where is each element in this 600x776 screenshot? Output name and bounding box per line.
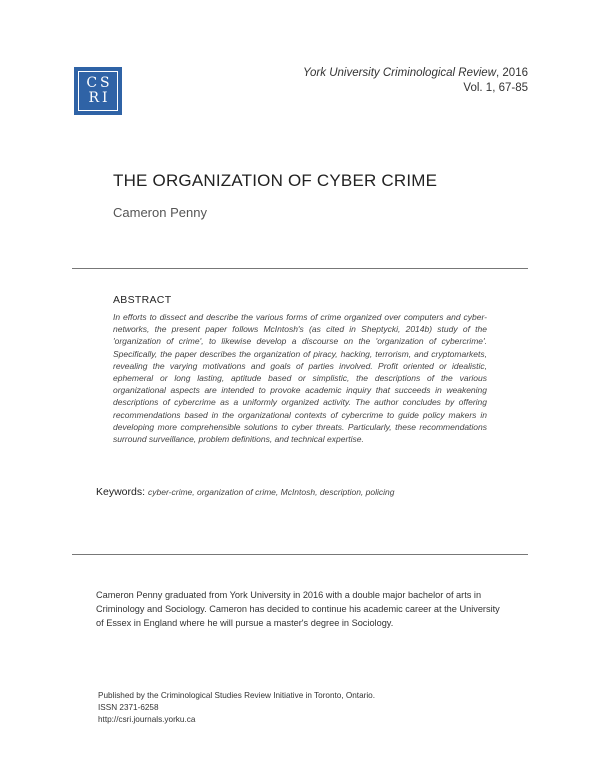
top-divider <box>72 268 528 269</box>
keywords-label: Keywords: <box>96 486 146 498</box>
paper-title: THE ORGANIZATION OF CYBER CRIME <box>113 171 438 190</box>
abstract-heading: ABSTRACT <box>113 294 172 306</box>
logo-frame <box>78 71 118 111</box>
bottom-divider <box>72 554 528 555</box>
author-name: Cameron Penny <box>113 205 207 220</box>
journal-name-line <box>303 66 528 81</box>
publisher-line: Published by the Criminological Studies Review Initiative in Toronto, Ontario. <box>98 691 375 700</box>
abstract-text: In efforts to dissect and describe the various forms of crime organized over computers and cyber-networks, the present paper follows McIntosh's (as cited in Sheptycki, 2014b) study of the 'organization of crime', to likewise develop a discourse on the 'organization of cybercrime'. Specifically, the paper describes the organization of piracy, hacking, terrorism, and cryptomarkets, revealing the varying motivations and goals of parties involved. Profit oriented or idealistic, ephemeral or long lasting, aptitude based or simplistic, the descriptions of the various organizational aspects are intended to provoke academic inquiry that succeeds in weakening descriptions of cybercrime as a uniformly organized activity. The author concludes by offering recommendations based in the organizational contexts of cybercrime to guide policy makers in developing more comprehensible solutions to cyber threats. Particularly, these recommendations surround surveillance, problem definitions, and technical expertise. <box>113 312 487 445</box>
journal-citation <box>303 66 528 96</box>
journal-volume: Vol. 1, 67-85 <box>463 82 528 94</box>
keywords-list: cyber-crime, organization of crime, McIntosh, description, policing <box>148 487 395 497</box>
publication-footer <box>98 690 375 725</box>
author-bio: Cameron Penny graduated from York University in 2016 with a double major bachelor of arts in Criminology and Sociology. Cameron has decided to continue his academic career at the University of Essex in England where he will pursue a master's degree in Sociology. <box>96 590 500 628</box>
logo-text-top: CS <box>86 75 113 91</box>
issn-line: ISSN 2371-6258 <box>98 702 159 712</box>
logo-text-bottom: RI <box>88 90 111 106</box>
keywords <box>96 486 394 498</box>
journal-url[interactable]: http://csri.journals.yorku.ca <box>98 714 196 724</box>
journal-year: , 2016 <box>496 67 528 79</box>
journal-name: York University Criminological Review <box>303 67 497 79</box>
journal-logo <box>74 67 122 115</box>
